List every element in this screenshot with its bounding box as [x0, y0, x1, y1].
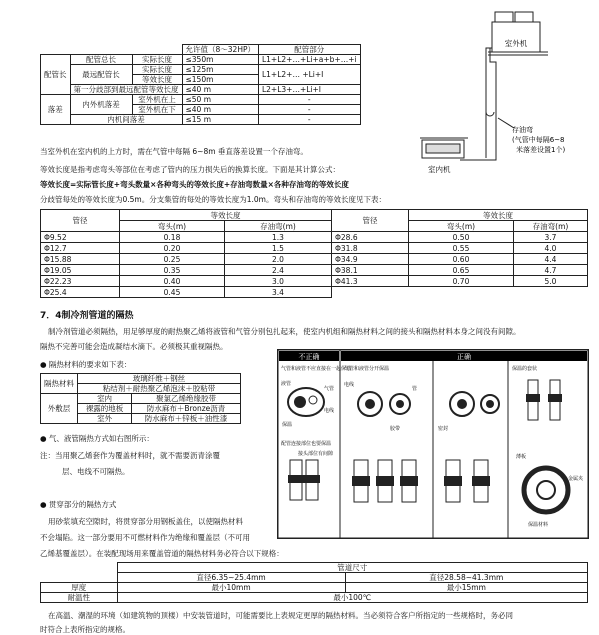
row-part: L1+L2+…+Li+a+b+…+i: [258, 55, 360, 65]
w-insul-label: 保温: [282, 422, 293, 428]
table-row: Φ22.23 0.40 3.0 Φ41.3 0.70 5.0: [41, 276, 588, 287]
w-gas-label: 气管: [324, 386, 335, 392]
c-plate-label: 薄板: [516, 454, 527, 460]
row-part: L2+L3+…+Li+I: [258, 85, 360, 95]
para-branch: 分歧管每处的等效长度为0.5m。分支集管的每处的等效长度为1.0m。弯头和存油弯的等效长度见下表：: [40, 195, 386, 204]
insulation-diagram: [277, 349, 589, 539]
para-insulation-warning: 隔热不完善可能会造成凝结水滴下。必须极其重视隔热。: [40, 342, 228, 351]
spec-temp-label: 耐温性: [41, 593, 118, 603]
col-elbow: 弯头(m): [120, 221, 225, 232]
section-title: 7．4制冷剂管道的隔热: [40, 311, 134, 321]
para-insulation: 制冷剂管道必须隔热，用足够厚度的耐热聚乙烯将液管和气管分别包扎起来，使室内机组和隔热材料之间的接头和隔热材料本身之间没有间隙。: [48, 327, 521, 336]
col-elbow-2: 弯头(m): [409, 221, 514, 232]
col-trap: 存油弯(m): [225, 221, 332, 232]
c-sleeve-label: 保温的套状: [512, 366, 538, 372]
row-value: ≤40 m: [182, 105, 258, 115]
spec-thickness-label: 厚度: [41, 583, 118, 593]
cover-value: 防水麻布＋锌板＋油性漆: [132, 414, 241, 424]
correct-label: 正确: [457, 353, 471, 361]
c-tape-label: 胶带: [390, 426, 401, 432]
para-high-temp: 在高温、潮湿的环境（如建筑物的顶楼）中安装管道时，可能需要比上表规定更厚的隔热材料。当必须符合客户所指定的一些规格时，务必同: [48, 611, 513, 620]
spec-col2: 直径28.58~41.3mm: [345, 573, 587, 583]
para-mortar: 用砂浆填充空隙时，将贯穿部分用钢板盖住，以使隔热材料: [48, 517, 243, 526]
wrong-note: 气管和液管不应直接在一起保温: [281, 366, 352, 372]
row-part: -: [258, 105, 360, 115]
cover-value: 聚氯乙烯绝缘胶带: [132, 394, 241, 404]
material-v1: 玻璃纤维＋钢丝: [78, 374, 241, 384]
header-part: 配管部分: [258, 45, 360, 55]
table-row: Φ25.4 0.45 3.4: [41, 287, 588, 298]
insulation-material-table: [40, 373, 241, 424]
indoor-unit-label: 室内机: [428, 165, 451, 174]
col-eq: 等效长度: [120, 210, 332, 221]
bullet-penetration: ● 贯穿部分的隔热方式: [40, 500, 117, 509]
para-spec: 乙烯基覆盖层）。在装配现场用来覆盖管道的隔热材料务必符合以下规格：: [40, 549, 284, 558]
pipe-length-table: [40, 44, 361, 125]
table-row: Φ19.05 0.35 2.4 Φ38.1 0.65 4.7: [41, 265, 588, 276]
row-value: ≤15 m: [182, 115, 258, 125]
cover-area: 裸露的地板: [78, 404, 132, 414]
row-value: ≤125m: [182, 65, 258, 75]
c-elec-label: 电线: [344, 382, 355, 388]
para-oil-trap: 当室外机在室内机的上方时，需在气管中每隔 6~8m 垂直落差设置一个存油弯。: [40, 147, 308, 156]
spec-col1: 直径6.35~25.4mm: [117, 573, 345, 583]
c-mat-label: 保温材料: [528, 522, 549, 528]
row-value: ≤40 m: [182, 85, 258, 95]
table-row: Φ12.7 0.20 1.5 Φ31.8 0.55 4.0: [41, 243, 588, 254]
para-eq-def: 等效长度是指考虑弯头等部位在考虑了管内的压力损失后的换算长度。下面是其计算公式：: [40, 165, 340, 174]
group-pipe-length: 配管长: [41, 55, 71, 95]
row-name: 内机间落差: [70, 115, 182, 125]
spec-header: 管道尺寸: [117, 563, 588, 573]
bullet-method: ● 气、液管隔热方式如右图所示：: [40, 434, 154, 443]
row-value: ≤150m: [182, 75, 258, 85]
para-noncombustible: 不会塌陷。这一部分要用不可燃材料作为绝缘和覆盖层（不可用: [40, 533, 250, 542]
w-cable-label: 电线: [324, 408, 335, 414]
note-line-2: 层、电线不可隔热。: [62, 467, 130, 476]
row-sub: 实际长度: [132, 65, 182, 75]
note-line-1: 注：当用聚乙烯套作为覆盖材料时，就不需要沥青涂覆: [40, 451, 220, 460]
outdoor-unit-label: 室外机: [504, 39, 528, 48]
wrong-label: 不正确: [298, 353, 320, 361]
cover-value: 防水麻布＋Bronze沥青: [132, 404, 241, 414]
oil-trap-label: 存油弯: [512, 126, 533, 134]
row-part: L1+L2+… +Li+I: [258, 65, 360, 85]
row-part: -: [258, 115, 360, 125]
col-pipe: 管径: [41, 210, 120, 232]
table-row: Φ15.88 0.25 2.0 Φ34.9 0.60 4.4: [41, 254, 588, 265]
cover-area: 室外: [78, 414, 132, 424]
row-sub: 等效长度: [132, 75, 182, 85]
col-pipe-2: 管径: [332, 210, 409, 232]
spec-thickness-v2: 最小15mm: [345, 583, 587, 593]
c-cover-label: 金属夹: [568, 476, 584, 482]
equivalent-length-table: [40, 209, 588, 298]
row-sub: 室外机在下: [132, 105, 182, 115]
row-sub: 室外机在上: [132, 95, 182, 105]
row-value: ≤50 m: [182, 95, 258, 105]
label-material: 隔热材料: [41, 374, 78, 394]
row-part: -: [258, 95, 360, 105]
correct-note: 气管和液管分开保温: [344, 366, 390, 372]
wrong-note-2: 配管连接部位也要保温: [281, 441, 332, 447]
insulation-spec-table: [40, 562, 588, 603]
cover-area: 室内: [78, 394, 132, 404]
group-height-diff: 落差: [41, 95, 71, 125]
row-value: ≤350m: [182, 55, 258, 65]
row-name: 内外机落差: [70, 95, 132, 115]
formula: 等效长度=实际管长度+弯头数量×各种弯头的等效长度+存油弯数量×各种存油弯的等效长度: [40, 180, 349, 189]
w-liquid-label: 液管: [281, 381, 292, 387]
col-eq-2: 等效长度: [409, 210, 588, 221]
w-gap-label: 接头部位有间隙: [298, 451, 334, 457]
col-trap-2: 存油弯(m): [514, 221, 588, 232]
spec-temp-value: 最小100℃: [117, 593, 588, 603]
oil-trap-note-2: 米落差设置1个): [516, 146, 566, 154]
oil-trap-diagram: [420, 0, 599, 180]
material-v2: 粘结剂＋耐热聚乙烯泡沫＋胶粘带: [78, 384, 241, 394]
row-sub: 实际长度: [132, 55, 182, 65]
spec-thickness-v1: 最小10mm: [117, 583, 345, 593]
row-name: 配管总长: [70, 55, 132, 65]
row-name: 第一分歧部到最远配管等效长度: [70, 85, 182, 95]
label-cover: 外敷层: [41, 394, 78, 424]
oil-trap-note-1: (气管中每隔6~8: [512, 136, 565, 144]
para-customer-spec: 时符合上表所指定的规格。: [40, 625, 130, 634]
c-seal-label: 密封: [438, 426, 449, 432]
c-pipe-label: 管: [412, 386, 418, 392]
table-row: Φ9.52 0.18 1.3 Φ28.6 0.50 3.7: [41, 232, 588, 243]
bullet-requirements: ● 隔热材料的要求如下表：: [40, 360, 132, 369]
header-allow: 允许值（8～32HP）: [182, 45, 258, 55]
row-name: 最远配管长: [70, 65, 132, 85]
